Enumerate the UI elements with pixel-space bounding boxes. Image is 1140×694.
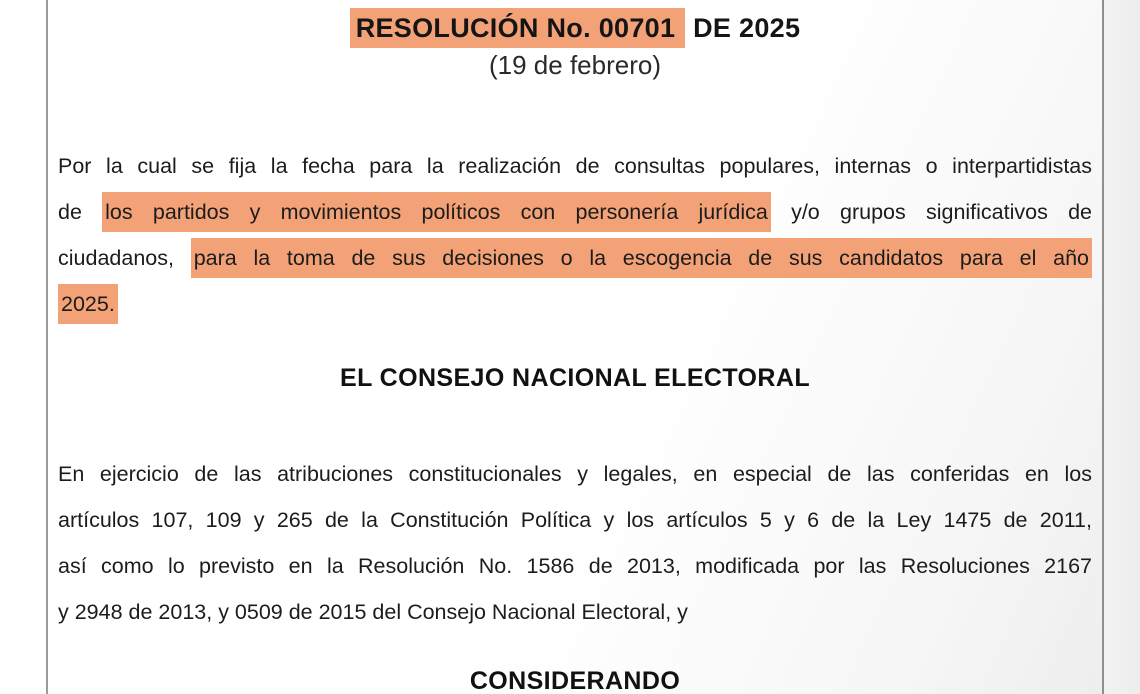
document-title <box>58 9 1092 48</box>
text-line <box>58 189 1092 235</box>
highlighted-text: para la toma de sus decisiones o la escogencia de sus candidatos para el año <box>191 238 1092 278</box>
highlighted-text: los partidos y movimientos políticos con personería jurídica <box>102 192 771 232</box>
text-line <box>58 497 1092 543</box>
paragraph-2 <box>58 451 1092 635</box>
plain-text: de <box>58 200 103 224</box>
plain-text: ciudadanos, <box>58 246 191 270</box>
plain-text: En ejercicio de las atribuciones constitucionales y legales, en especial de las conferidas en los <box>58 462 1092 486</box>
title-highlighted-text: RESOLUCIÓN No. 00701 <box>350 8 686 48</box>
plain-text: y 2948 de 2013, y 0509 de 2015 del Consejo Nacional Electoral, y <box>58 600 688 624</box>
text-line <box>58 589 1092 635</box>
text-line <box>58 281 1092 327</box>
text-line <box>58 235 1092 281</box>
section-heading: EL CONSEJO NACIONAL ELECTORAL <box>340 364 810 392</box>
plain-text: y/o grupos significativos de <box>770 200 1093 224</box>
text-line <box>58 451 1092 497</box>
paragraph-1 <box>58 143 1092 327</box>
title-rest-text: DE 2025 <box>685 13 801 43</box>
document-page <box>46 0 1104 694</box>
plain-text: artículos 107, 109 y 265 de la Constitución Política y los artículos 5 y 6 de la Ley 1475 de 2011, <box>58 508 1092 532</box>
plain-text: así como lo previsto en la Resolución No. 1586 de 2013, modificada por las Resoluciones 2167 <box>58 554 1092 578</box>
document-date-subtitle: (19 de febrero) <box>489 50 661 80</box>
closing-heading: CONSIDERANDO <box>469 667 681 694</box>
highlighted-text: 2025. <box>58 284 118 324</box>
text-line <box>58 543 1092 589</box>
text-line <box>58 143 1092 189</box>
plain-text: Por la cual se fija la fecha para la realización de consultas populares, internas o interpartidistas <box>58 154 1092 178</box>
